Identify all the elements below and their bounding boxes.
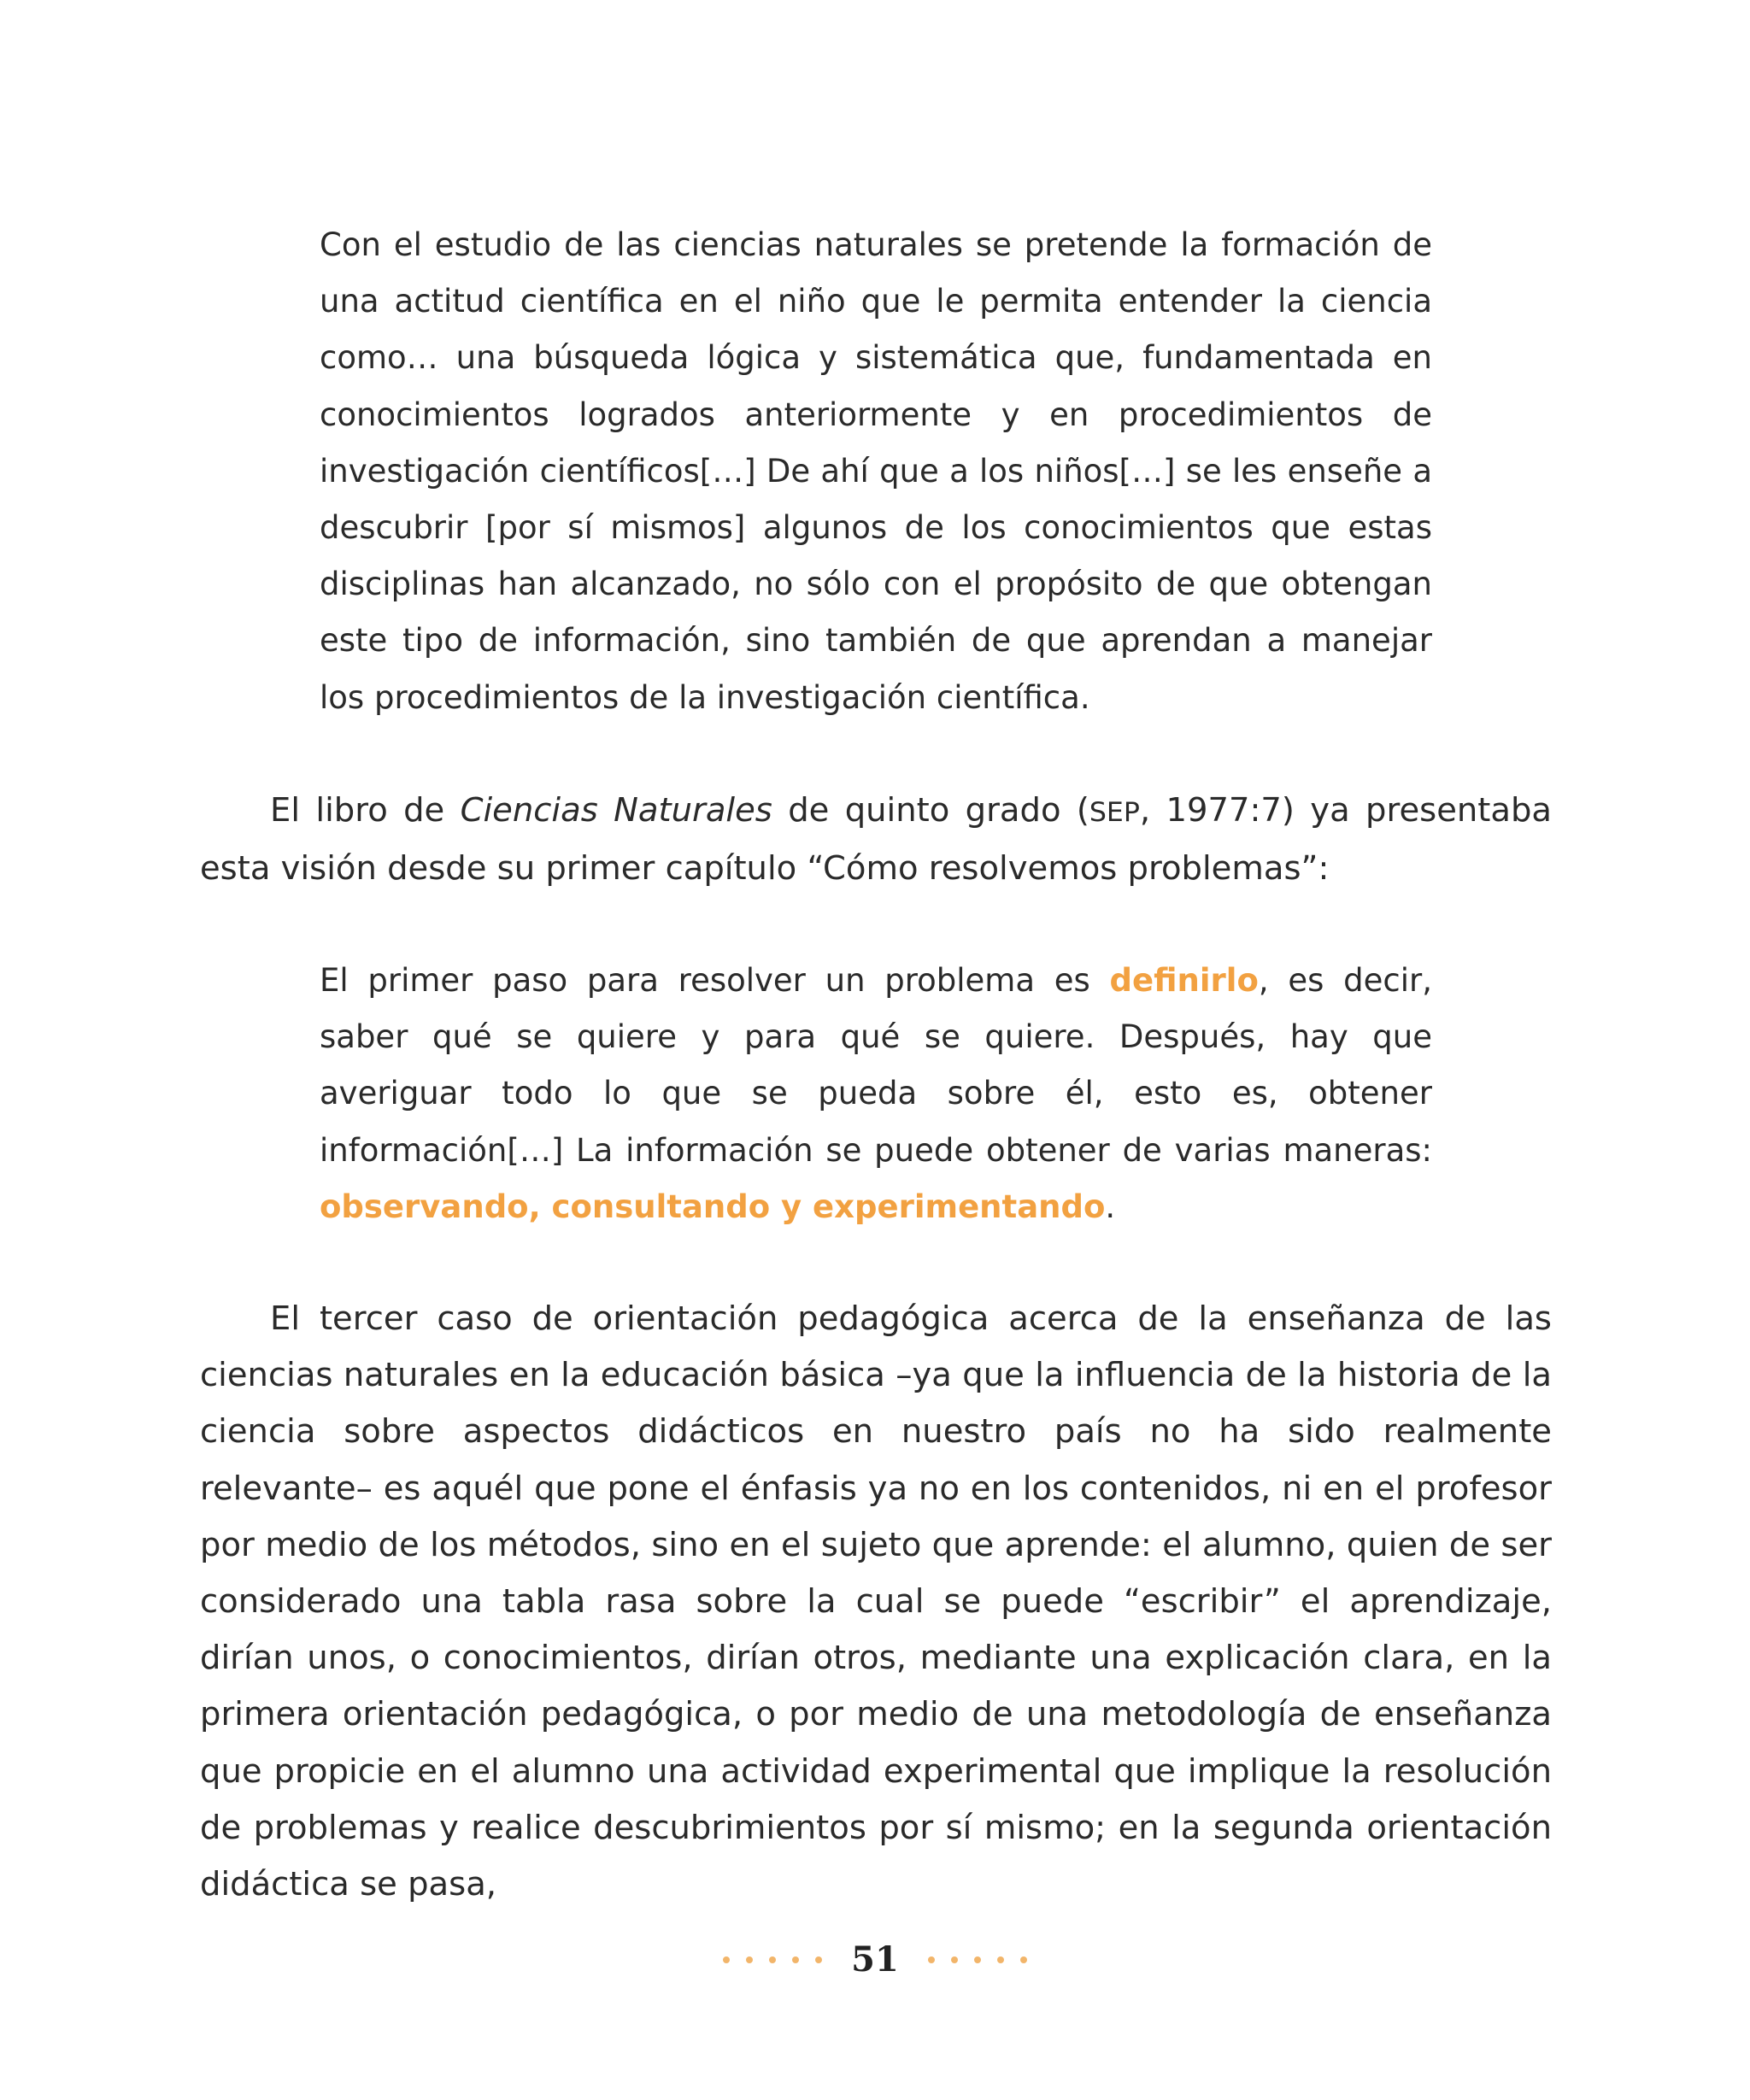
paragraph-2-before: El libro de [270,791,461,830]
paragraph-2 [200,783,1552,897]
quote-1-text: Con el estudio de las ciencias naturales se pretende la formación de una actitud científica en el niño que le permita entender la ciencia como… una búsqueda lógica y sistemática que, fundamentada en conocimientos logrados anteriormente y en procedimientos de investigación científicos[…] De ahí que a los niños[…] se les enseñe a descubrir [por sí mismos] algunos de los conocimientos que estas disciplinas han alcanzado, no sólo con el propósito de que obtengan este tipo de información, sino también de que aprendan a manejar los procedimientos de la investigación científica. [320,226,1432,716]
paragraph-3-text: El tercer caso de orientación pedagógica acerca de la enseñanza de las ciencias naturales en la educación básica –ya que la influencia de la historia de la ciencia sobre aspectos didácticos en nuestro país no ha sido realmente relevante– es aquél que pone el énfasis ya no en los contenidos, ni en el profesor por medio de los métodos, sino en el sujeto que aprende: el alumno, quien de ser considerado una tabla rasa sobre la cual se puede “escribir” el aprendizaje, dirían unos, o conocimientos, dirían otros, mediante una explicación clara, en la primera orientación pedagógica, o por medio de una metodología de enseñanza que propicie en el alumno una actividad experimental que implique la resolución de problemas y realice descubrimientos por sí mismo; en la segunda orientación didáctica se pasa, [200,1299,1552,1904]
paragraph-2-middle: de quinto grado ( [772,791,1089,830]
dot-icon [951,1956,958,1963]
page-number: 51 [851,1939,899,1980]
paragraph-2-after: , 1977:7) ya presentaba esta visión desde su primer capítulo “Cómo resolvemos problemas”: [200,791,1552,889]
sep-abbreviation: SEP [1089,797,1140,828]
dot-icon [769,1956,776,1963]
paragraph-3 [200,1291,1552,1913]
dot-icon [746,1956,753,1963]
dot-icon [815,1956,822,1963]
book-title: Ciencias Naturales [460,791,772,830]
dot-icon [1020,1956,1027,1963]
dot-icon [723,1956,730,1963]
footer-dots-left [723,1956,822,1963]
page-footer [0,1939,1750,1980]
highlight-definirlo: definirlo [1109,962,1259,999]
footer-dots-right [928,1956,1027,1963]
dot-icon [974,1956,981,1963]
block-quote-1 [320,217,1432,726]
dot-icon [997,1956,1004,1963]
quote-2-part3: . [1105,1188,1116,1225]
quote-2-part2: , es decir, saber qué se quiere y para qué se quiere. Después, hay que averiguar todo lo que se pueda sobre él, esto es, obtener información[…] La información se puede obtener de varias maneras: [320,962,1432,1169]
dot-icon [928,1956,935,1963]
highlight-methods: observando, consultando y experimentando [320,1188,1106,1225]
dot-icon [792,1956,799,1963]
quote-2-part1: El primer paso para resolver un problema es [320,962,1110,999]
block-quote-2 [320,953,1432,1235]
